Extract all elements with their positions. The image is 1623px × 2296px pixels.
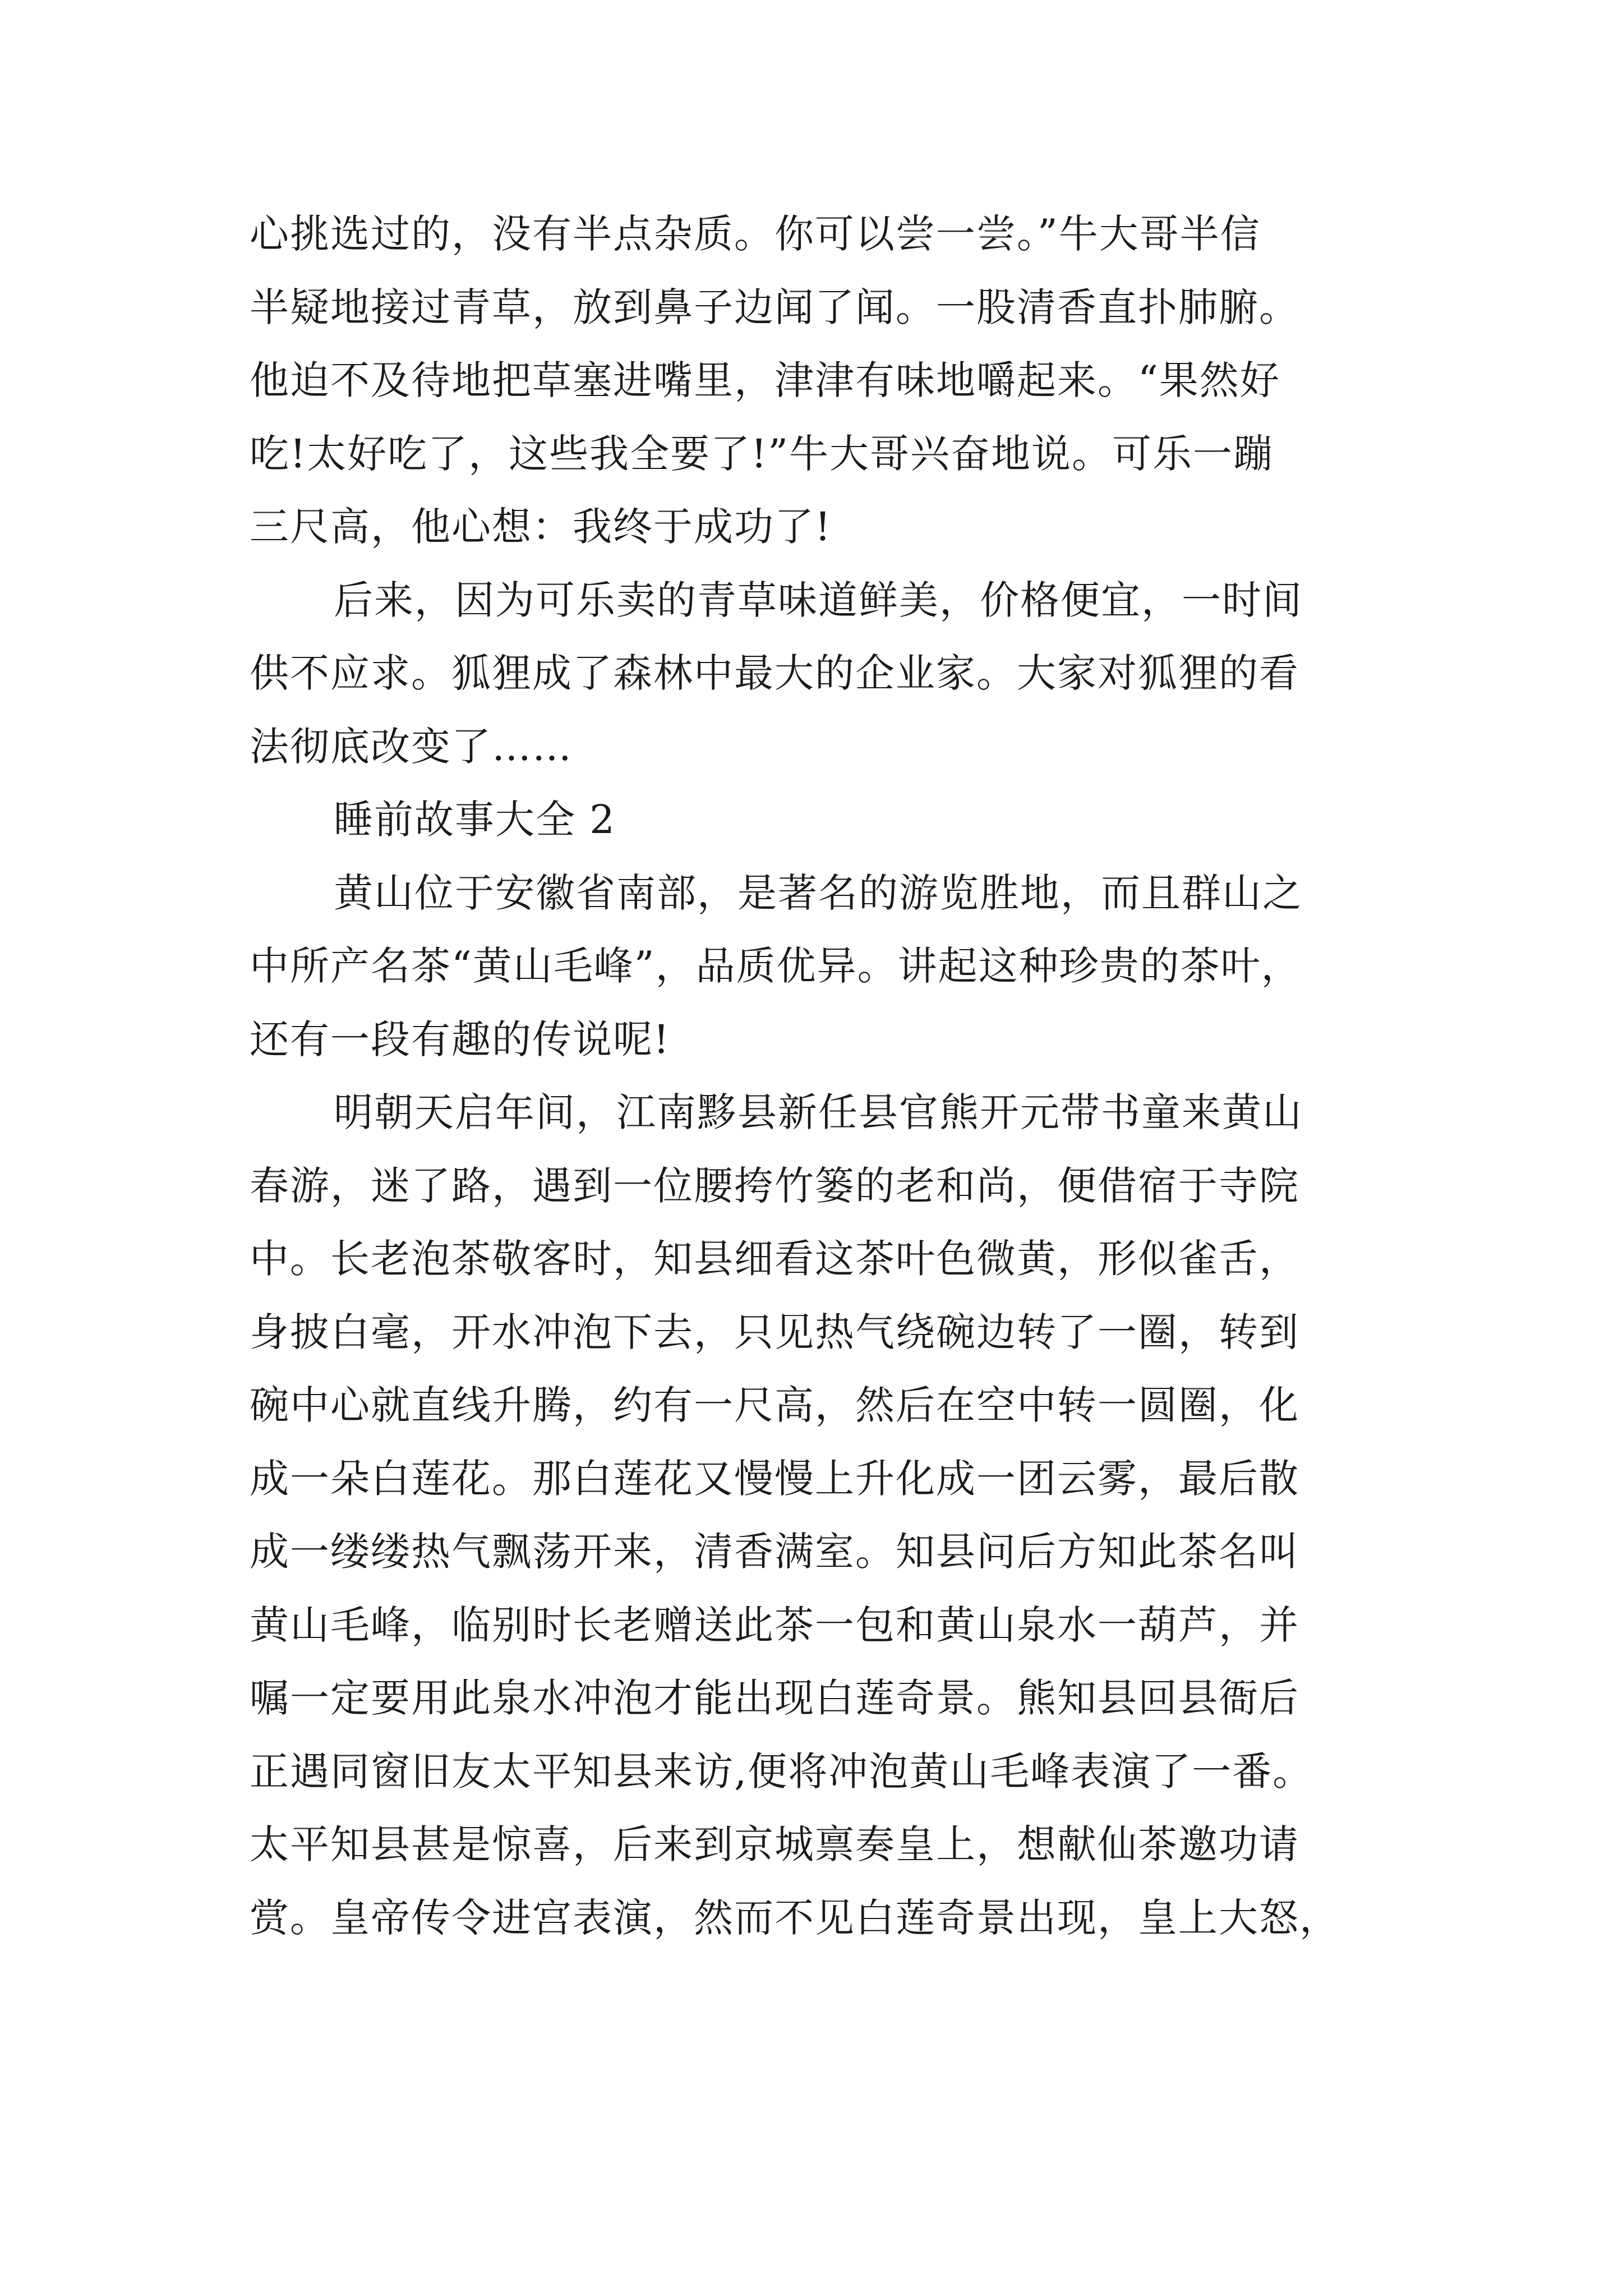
text-line: 身披白毫，开水冲泡下去，只见热气绕碗边转了一圈，转到 <box>250 1309 1299 1355</box>
text-line: 赏。皇帝传令进宫表演，然而不见白莲奇景出现，皇上大怒， <box>250 1894 1340 1941</box>
text-line: 正遇同窗旧友太平知县来访,便将冲泡黄山毛峰表演了一番。 <box>250 1748 1313 1795</box>
text-line: 中。长老泡茶敬客时，知县细看这茶叶色微黄，形似雀舌， <box>250 1236 1299 1282</box>
text-line: 半疑地接过青草，放到鼻子边闻了闻。一股清香直扑肺腑。 <box>250 284 1299 330</box>
text-line: 碗中心就直线升腾，约有一尺高，然后在空中转一圆圈，化 <box>250 1382 1299 1428</box>
paragraph-first-line: 黄山位于安徽省南部，是著名的游览胜地，而且群山之 <box>334 869 1303 916</box>
section-heading: 睡前故事大全 2 <box>334 797 616 843</box>
text-line: 法彻底改变了…… <box>250 723 573 770</box>
text-line: 嘱一定要用此泉水冲泡才能出现白莲奇景。熊知县回县衙后 <box>250 1675 1299 1721</box>
text-line: 成一朵白莲花。那白莲花又慢慢上升化成一团云雾，最后散 <box>250 1455 1299 1502</box>
document-body <box>250 197 1399 1954</box>
text-line: 三尺高，他心想：我终于成功了! <box>250 504 832 550</box>
text-line: 他迫不及待地把草塞进嘴里，津津有味地嚼起来。“果然好 <box>250 357 1280 403</box>
text-line: 还有一段有趣的传说呢! <box>250 1016 671 1062</box>
text-line: 春游，迷了路，遇到一位腰挎竹篓的老和尚，便借宿于寺院 <box>250 1162 1299 1209</box>
text-line: 吃!太好吃了，这些我全要了!”牛大哥兴奋地说。可乐一蹦 <box>250 430 1274 477</box>
text-line: 太平知县甚是惊喜，后来到京城禀奏皇上，想献仙茶邀功请 <box>250 1821 1299 1867</box>
text-line: 中所产名茶“黄山毛峰”，品质优异。讲起这种珍贵的茶叶， <box>250 943 1302 989</box>
paragraph-first-line: 后来，因为可乐卖的青草味道鲜美，价格便宜，一时间 <box>334 577 1303 623</box>
text-line: 成一缕缕热气飘荡开来，清香满室。知县问后方知此茶名叫 <box>250 1529 1299 1575</box>
text-line: 黄山毛峰，临别时长老赠送此茶一包和黄山泉水一葫芦，并 <box>250 1602 1299 1648</box>
text-line: 心挑选过的，没有半点杂质。你可以尝一尝。”牛大哥半信 <box>250 211 1261 257</box>
text-line: 供不应求。狐狸成了森林中最大的企业家。大家对狐狸的看 <box>250 650 1299 696</box>
paragraph-first-line: 明朝天启年间，江南黟县新任县官熊开元带书童来黄山 <box>334 1089 1303 1135</box>
